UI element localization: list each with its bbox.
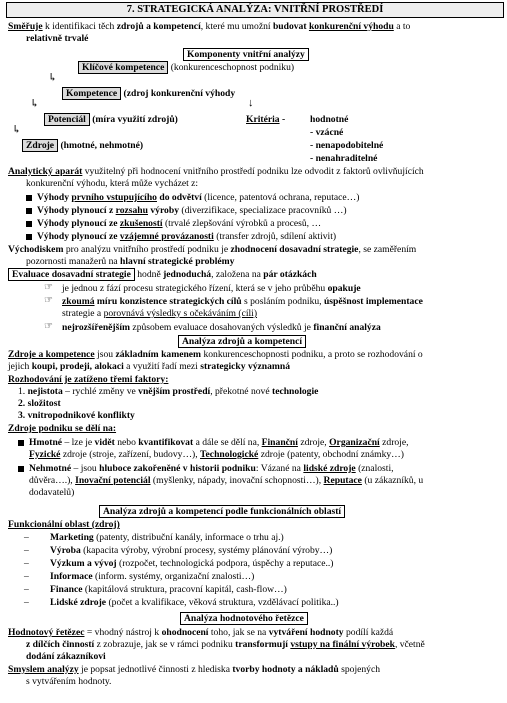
funk-item-a: Výzkum a vývoj xyxy=(50,558,117,569)
competence-desc: (zdroj konkurenční výhody xyxy=(121,88,236,99)
resources-row xyxy=(22,140,143,151)
dash-mark: – xyxy=(24,545,29,556)
eval-bold: míru konzistence strategických cílů xyxy=(94,296,242,307)
deli-head: Zdroje podniku se dělí na: xyxy=(8,423,117,434)
hodn-bold: z dílčích činností xyxy=(26,639,95,650)
hodn-text: podílí každá xyxy=(343,627,394,638)
funk-item xyxy=(24,558,333,569)
eval-box: Evaluace dosavadní strategie xyxy=(8,268,135,281)
funk-head: Funkcionální oblast (zdroj) xyxy=(8,519,120,530)
vych-text: pro analýzu vnitřního prostředí podniku je xyxy=(63,244,231,255)
eval-text: , založena na xyxy=(211,269,264,280)
funk-item-b: (inform. systémy, organizační znalosti…) xyxy=(92,571,255,582)
roz-num: 1. xyxy=(18,386,28,397)
intro-line-2: relativně trvalé xyxy=(26,33,89,44)
deli-nehmotne-3: dodavatelů) xyxy=(29,487,75,498)
bullet-icon xyxy=(18,440,24,446)
hodn-bold: vytváření hodnoty xyxy=(268,627,344,638)
vych-text: , se zaměřením xyxy=(358,244,417,255)
roz-text: , překotné nové xyxy=(210,386,273,397)
arrow-icon: ↳ xyxy=(30,98,40,110)
vych-text: pozornosti manažerů na xyxy=(26,256,121,267)
eval-bold: nejrozšířenějším xyxy=(62,322,131,333)
aparat-item-b: zkušeností xyxy=(119,218,163,229)
deli-bold-underline: lidské zdroje xyxy=(303,463,356,474)
hodn-text: = vhodný nástroj k xyxy=(84,627,162,638)
dash-mark: – xyxy=(24,584,29,595)
vych-line-1 xyxy=(8,244,416,255)
hodn-text: z zobrazuje, jak se v rámci podniku xyxy=(94,639,236,650)
roz-bold: technologie xyxy=(272,386,319,397)
eval-text: hodně xyxy=(134,269,164,280)
bullet-icon xyxy=(26,208,32,214)
aparat-item-d: (diverzifikace, specializace pracovníků …) xyxy=(179,205,347,216)
deli-text: – lze je xyxy=(62,437,95,448)
vych-bold: zhodnocení dosavadní strategie xyxy=(230,244,359,255)
section-header-value-chain: Analýza hodnotového řetězce xyxy=(180,612,308,625)
deli-text: nebo xyxy=(114,437,139,448)
eval-underline: porovnává výsledky s očekáváním (cíli) xyxy=(103,308,258,319)
intro-text: , které mu umožní xyxy=(200,21,273,32)
potential-label: Potenciál xyxy=(44,113,90,126)
hodn-text: toho, jak se na xyxy=(208,627,269,638)
funk-item xyxy=(24,597,339,608)
hodn-bold: tvorby hodnoty a nákladů xyxy=(232,664,339,675)
criteria-row xyxy=(246,114,285,125)
eval-item-2 xyxy=(62,296,423,307)
zk-line-1 xyxy=(8,349,423,360)
roz-item-3: 3. vnitropodnikové konflikty xyxy=(18,410,135,421)
bullet-icon xyxy=(26,234,32,240)
deli-text: zdroje, xyxy=(379,437,409,448)
deli-bold-underline: Fyzické xyxy=(29,449,61,460)
vych-bold: hlavní strategické problémy xyxy=(120,256,235,267)
aparat-item-b: rozsahu xyxy=(115,205,148,216)
deli-nehmotne-1 xyxy=(18,463,394,474)
dash-mark: – xyxy=(24,558,29,569)
eval-bold-underline: zkoumá xyxy=(62,296,95,307)
hodn-term: Smyslem analýzy xyxy=(8,664,79,675)
eval-bold: jednoduchá xyxy=(163,269,212,280)
criteria-dash: - xyxy=(279,114,286,125)
deli-bold: Nehmotné xyxy=(29,463,72,474)
deli-hmotne-1 xyxy=(18,437,409,448)
funk-item xyxy=(24,532,284,543)
aparat-item xyxy=(26,192,359,203)
deli-bold: kvantifikovat xyxy=(138,437,194,448)
deli-bold-underline: Technologické xyxy=(200,449,259,460)
aparat-item-c: do odvětví xyxy=(156,192,202,203)
deli-text: (myšlenky, nápady, inovační schopnosti…), xyxy=(150,475,324,486)
deli-text: zdroje (stroje, zařízení, budovy…), xyxy=(60,449,201,460)
eval-bold: opakuje xyxy=(327,283,361,294)
eval-bold: finanční analýza xyxy=(313,322,381,333)
vych-line-2 xyxy=(26,256,234,267)
deli-bold-underline: Organizační xyxy=(329,437,380,448)
deli-hmotne-2 xyxy=(29,449,404,460)
arrow-icon: ↳ xyxy=(12,124,22,136)
deli-text: důvěra….), xyxy=(29,475,76,486)
zk-text: jsou xyxy=(94,349,116,360)
zk-term: Zdroje a kompetence xyxy=(8,349,95,360)
roz-bold: nejistota xyxy=(27,386,63,397)
hodn-line-1 xyxy=(8,627,393,638)
aparat-item-c: výroby xyxy=(147,205,179,216)
criteria-item: - nenapodobitelné xyxy=(310,140,384,151)
aparat-item-a: Výhody plynoucí z xyxy=(37,205,116,216)
zk-line-2 xyxy=(8,361,290,372)
deli-nehmotne-2 xyxy=(29,475,423,486)
aparat-item xyxy=(26,205,347,216)
aparat-item-d: (licence, patentová ochrana, reputace…) xyxy=(201,192,360,203)
intro-term: Směřuje xyxy=(8,21,43,32)
core-competence-desc: (konkurenceschopnost podniku) xyxy=(168,62,295,73)
competence-row xyxy=(62,88,235,99)
page-title: 7. STRATEGICKÁ ANALÝZA: VNITŘNÍ PROSTŘEDÍ xyxy=(6,2,504,18)
pointer-icon: ☞ xyxy=(44,321,53,332)
aparat-line-2: konkurenční výhodu, která může vycházet z: xyxy=(26,178,199,189)
deli-text: zdroje (patenty, obchodní známky…) xyxy=(258,449,404,460)
eval-text: s posláním podniku, xyxy=(241,296,324,307)
roz-head: Rozhodování je zatíženo třemi faktory: xyxy=(8,374,169,385)
roz-item-2: 2. složitost xyxy=(18,398,61,409)
deli-text: (znalosti, xyxy=(355,463,394,474)
core-competence-row xyxy=(78,62,294,73)
deli-text: zdroje, xyxy=(297,437,330,448)
zk-bold: koupi, prodeji, alokaci xyxy=(31,361,124,372)
hodn-bold: ohodnocení xyxy=(161,627,209,638)
deli-bold: hluboce zakořeněné v historii podniku xyxy=(99,463,256,474)
hodn-line-4 xyxy=(8,664,380,675)
hodn-line-2 xyxy=(26,639,425,650)
eval-item-1 xyxy=(62,283,361,294)
dash-mark: – xyxy=(24,597,29,608)
competence-label: Kompetence xyxy=(62,87,121,100)
eval-bold: úspěšnost implementace xyxy=(323,296,423,307)
roz-bold: vnějším prostředí xyxy=(138,386,211,397)
funk-item-a: Lidské zdroje xyxy=(50,597,107,608)
eval-text: způsobem evaluace dosahovaných výsledků je xyxy=(130,322,314,333)
hodn-bold-underline: vstupy na finální výrobek xyxy=(290,639,395,650)
zk-bold: strategicky významná xyxy=(200,361,291,372)
resources-label: Zdroje xyxy=(22,139,58,152)
funk-item-a: Informace xyxy=(50,571,93,582)
intro-text: a to xyxy=(393,21,411,32)
deli-bold: Hmotné xyxy=(29,437,63,448)
dash-mark: – xyxy=(24,571,29,582)
criteria-item: - vzácné xyxy=(310,127,344,138)
aparat-item-d: (transfer zdrojů, sdílení aktivit) xyxy=(213,231,337,242)
deli-bold: vidět xyxy=(94,437,115,448)
eval-line xyxy=(8,269,317,280)
zk-text: jejich xyxy=(8,361,32,372)
aparat-item-d: (trvalé zlepšování výrobků a procesů, … xyxy=(162,218,322,229)
section-header-functional: Analýza zdrojů a kompetencí podle funkcionálních oblastí xyxy=(99,505,345,518)
bullet-icon xyxy=(26,195,32,201)
deli-bold-underline: Reputace xyxy=(323,475,362,486)
zk-bold: základním kamenem xyxy=(115,349,202,360)
hodn-bold: transformují xyxy=(235,639,288,650)
funk-item-a: Finance xyxy=(50,584,83,595)
funk-item-a: Výroba xyxy=(50,545,81,556)
aparat-term: Analytický aparát xyxy=(8,166,83,177)
funk-item xyxy=(24,571,254,582)
zk-text: a využití řadí mezi xyxy=(123,361,201,372)
bullet-icon xyxy=(18,466,24,472)
criteria-item: hodnotné xyxy=(310,114,349,125)
pointer-icon: ☞ xyxy=(44,282,53,293)
funk-item-b: (kapacita výroby, výrobní procesy, systémy plánování výroby…) xyxy=(80,545,333,556)
hodn-text: je popsat jednotlivé činnosti z hlediska xyxy=(78,664,233,675)
aparat-item-b: prvního vstupujícího xyxy=(71,192,157,203)
potential-desc: (míra využití zdrojů) xyxy=(89,114,178,125)
aparat-item-a: Výhody xyxy=(37,192,72,203)
eval-bold: pár otázkách xyxy=(263,269,317,280)
potential-row xyxy=(44,114,178,125)
eval-item-2b xyxy=(62,308,257,319)
aparat-line-1 xyxy=(8,166,424,177)
arrow-icon: ↳ xyxy=(48,72,58,84)
deli-bold-underline: Inovační potenciál xyxy=(75,475,151,486)
intro-bold: zdrojů a kompetencí xyxy=(116,21,201,32)
components-header: Komponenty vnitřní analýzy xyxy=(183,48,309,61)
hodn-line-3: dodání zákazníkovi xyxy=(26,651,106,662)
hodn-text: spojených xyxy=(338,664,381,675)
deli-bold-underline: Finanční xyxy=(261,437,298,448)
resources-desc: (hmotné, nehmotné) xyxy=(58,140,144,151)
aparat-text: využitelný při hodnocení vnitřního prostředí podniku lze odvodit z faktorů ovlivňujících xyxy=(82,166,424,177)
roz-text: – rychlé změny ve xyxy=(62,386,139,397)
core-competence-label: Klíčové kompetence xyxy=(78,61,168,74)
vych-term: Východiskem xyxy=(8,244,64,255)
aparat-item-b: vzájemné provázanosti xyxy=(119,231,214,242)
deli-text: (u zákazníků, u xyxy=(361,475,424,486)
funk-item-b: (kapitálová struktura, pracovní kapitál, cash-flow…) xyxy=(82,584,287,595)
funk-item-b: (patenty, distribuční kanály, informace o trhu aj.) xyxy=(93,532,284,543)
funk-item xyxy=(24,584,287,595)
aparat-item xyxy=(26,231,336,242)
criteria-label: Kritéria xyxy=(246,114,280,125)
aparat-item xyxy=(26,218,321,229)
criteria-item: - nenahraditelné xyxy=(310,153,378,164)
dash-mark: – xyxy=(24,532,29,543)
funk-item-a: Marketing xyxy=(50,532,94,543)
funk-item-b: (počet a kvalifikace, věková struktura, vzdělávací politika..) xyxy=(106,597,339,608)
intro-bold-underline: konkurenční výhodu xyxy=(308,21,394,32)
funk-item-b: (rozpočet, technologická podpora, úspěchy a reputace..) xyxy=(116,558,334,569)
intro-bold: budovat xyxy=(272,21,307,32)
aparat-item-a: Výhody plynoucí ze xyxy=(37,218,120,229)
intro-text: k identifikaci těch xyxy=(42,21,117,32)
deli-text: – jsou xyxy=(71,463,100,474)
eval-text: strategie a xyxy=(62,308,104,319)
deli-text: : Vázané na xyxy=(255,463,304,474)
roz-item-1 xyxy=(18,386,318,397)
hodn-term: Hodnotový řetězec xyxy=(8,627,85,638)
eval-text: je jednou z fází procesu strategického řízení, která se v jeho průběhu xyxy=(62,283,328,294)
deli-text: a dále se dělí na, xyxy=(193,437,262,448)
hodn-text: , včetně xyxy=(394,639,425,650)
hodn-line-5: s vytvářením hodnoty. xyxy=(26,676,112,687)
eval-item-3 xyxy=(62,322,381,333)
zk-text: konkurenceschopnosti podniku, a proto se rozhodování o xyxy=(201,349,423,360)
down-arrow-icon: ↓ xyxy=(248,97,254,109)
aparat-item-a: Výhody plynoucí ze xyxy=(37,231,120,242)
section-header-resources: Analýza zdrojů a kompetencí xyxy=(178,335,306,348)
bullet-icon xyxy=(26,221,32,227)
pointer-icon: ☞ xyxy=(44,295,53,306)
intro-line-1 xyxy=(8,21,410,32)
funk-item xyxy=(24,545,332,556)
